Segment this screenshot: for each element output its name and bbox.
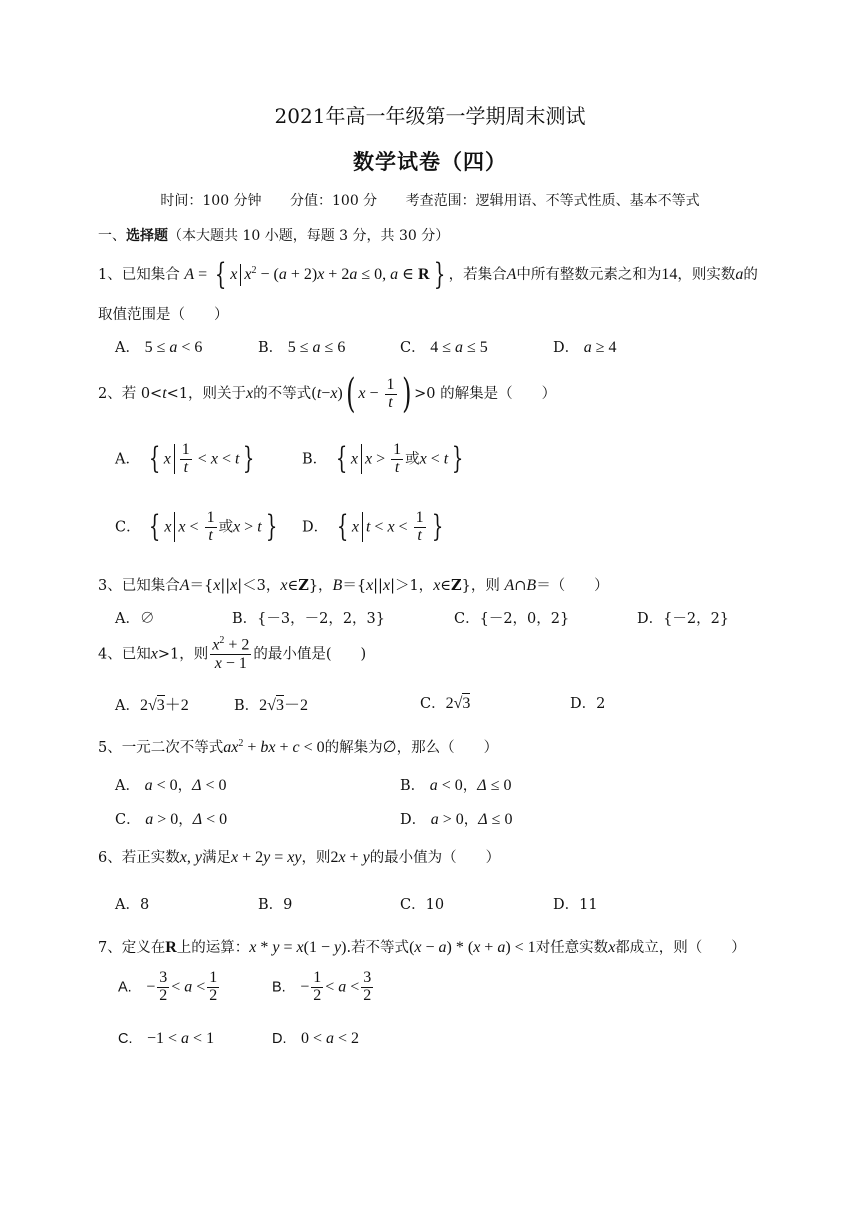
q5-option-b: B． a < 0，Δ ≤ 0 xyxy=(400,777,512,794)
question-5: 5、一元二次不等式$ax^2$ + bx + c < 0的解集为∅，那么（ ） xyxy=(98,738,499,756)
question-1-line2: 取值范围是（ ） xyxy=(98,307,229,323)
q4-option-b: B．2√3－2 xyxy=(234,697,308,714)
q1-option-c: C． 4 ≤ a ≤ 5 xyxy=(400,339,488,356)
question-4: 4、已知x>1，则 $\frac{x^2 + 2}{x - 1}$ 的最小值是( ) xyxy=(98,635,367,673)
q7-option-c: C. −1 < a < 1 xyxy=(118,1030,215,1047)
q4-option-a: A．2√3＋2 xyxy=(115,697,189,714)
question-3: 3、已知集合A＝{x||x|＜3，x∈Z}，B＝{x||x|＞1，x∈Z}，则 A∩B＝（ ） xyxy=(98,577,609,594)
exam-subtitle: 数学试卷（四） xyxy=(353,149,507,174)
q3-option-c: C．{－2，0，2} xyxy=(454,611,570,627)
q3-option-a: A．∅ xyxy=(115,611,155,627)
q2-option-c: C． { x x < $\frac{1}{t}$ 或x > t } xyxy=(115,509,277,545)
q2-option-b: B． { x x > $\frac{1}{t}$ 或x < t } xyxy=(302,441,464,477)
q4-option-c: C．2√3 xyxy=(420,695,471,712)
q1-option-a: A． 5 ≤ a < 6 xyxy=(115,339,203,356)
q3-option-d: D．{－2，2} xyxy=(637,611,730,627)
exam-score: 分值：100 分 xyxy=(290,193,378,209)
question-6: 6、若正实数x, y满足x + 2y = xy，则2x + y的最小值为（ ） xyxy=(98,849,501,866)
q1-option-b: B． 5 ≤ a ≤ 6 xyxy=(258,339,346,356)
q4-option-d: D．2 xyxy=(570,696,606,712)
exam-time: 时间：100 分钟 xyxy=(160,193,262,209)
q5-option-d: D． a > 0，Δ ≤ 0 xyxy=(400,811,513,828)
document-title: 2021年高一年级第一学期周末测试 xyxy=(274,104,586,128)
q7-option-d: D. 0 < a < 2 xyxy=(272,1030,360,1047)
q2-option-a: A． { x $\frac{1}{t}$ < x < t } xyxy=(115,441,255,477)
question-7: 7、定义在R上的运算：x * y = x(1 − y).若不等式(x − a) * (x + a) < 1对任意实数x都成立，则（ ） xyxy=(98,939,746,956)
section-note: （本大题共 10 小题，每题 3 分，共 30 分） xyxy=(168,228,450,244)
q3-option-b: B．{－3，－2，2，3} xyxy=(232,611,386,627)
q7-option-b: B. − $\frac{1}{2}$ < a < $\frac{3}{2}$ xyxy=(272,969,372,1004)
q6-option-b: B．9 xyxy=(258,897,293,913)
section-heading: 一、选择题（本大题共 10 小题，每题 3 分，共 30 分） xyxy=(98,228,450,244)
q6-option-c: C．10 xyxy=(400,897,445,913)
q7-option-a: A. − $\frac{3}{2}$ < a < $\frac{1}{2}$ xyxy=(118,969,218,1004)
section-name: 选择题 xyxy=(126,228,168,244)
q5-option-a: A． a < 0，Δ < 0 xyxy=(115,777,227,794)
question-2: 2、若 0<t<1，则关于x的不等式(t−x)( x − $\frac{1}{t}$ ) >0 的解集是（ ） xyxy=(98,371,557,417)
q6-option-a: A．8 xyxy=(115,897,150,913)
q5-option-c: C． a > 0，Δ < 0 xyxy=(115,811,228,828)
q2-option-d: D． { x t < x < $\frac{1}{t}$ } xyxy=(302,509,443,545)
q6-option-d: D．11 xyxy=(553,897,598,913)
exam-scope: 考查范围：逻辑用语、不等式性质、基本不等式 xyxy=(405,193,700,209)
question-1: 1、已知集合 A = { x $x^2 - (a + 2)x + 2a \le 0$, a ∈ R } ，若集合A中所有整数元素之和为14，则实数a的 xyxy=(98,257,758,292)
q1-option-d: D． a ≥ 4 xyxy=(553,339,617,356)
exam-meta xyxy=(0,190,860,210)
